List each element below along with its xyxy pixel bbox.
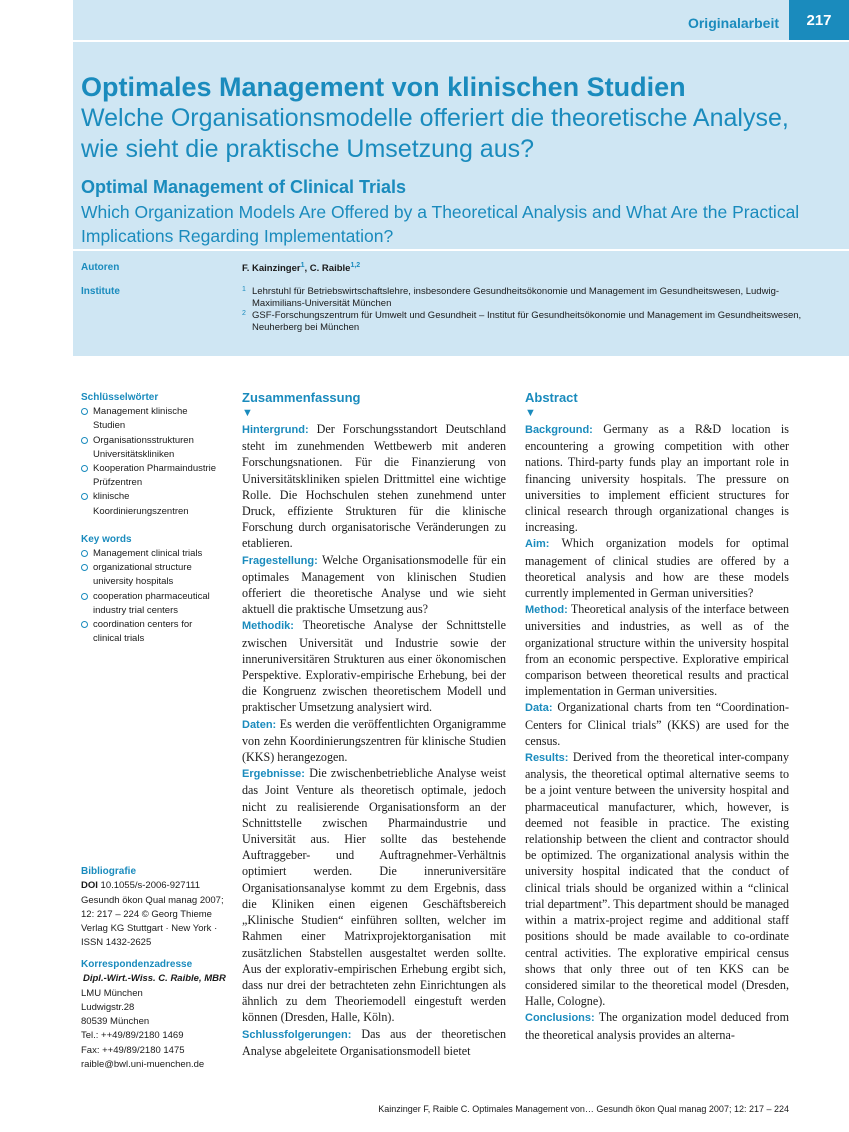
zusammenfassung-column <box>242 389 506 1059</box>
keywords-de-heading: Schlüsselwörter <box>81 392 159 403</box>
section-text: Das aus der theoretischen Analyse abgeleitete Organisationsmodell bietet <box>242 1026 506 1058</box>
section-keyword: Conclusions: <box>525 1012 595 1025</box>
abstract-paragraph <box>525 601 789 699</box>
section-keyword: Ergebnisse: <box>242 768 305 781</box>
bullet-circle-icon <box>81 465 88 472</box>
section-keyword: Background: <box>525 424 593 436</box>
institute-item <box>242 286 802 309</box>
keywords-de-list <box>81 405 221 519</box>
correspondence-email: raible@bwl.uni-muenchen.de <box>81 1059 205 1071</box>
sidebar <box>81 391 221 646</box>
triangle-down-icon: ▼ <box>242 407 253 419</box>
page-number: 217 <box>789 0 849 40</box>
keyword-text: Management klinische Studien <box>93 406 188 432</box>
doi-value: 10.1055/s-2006-927111 <box>100 880 201 892</box>
section-text: Der Forschungsstandort Deutschland steht im zunehmenden Wettbewerb mit anderen Forschungsnationen. Für die Finanzierung von Universitätskliniken spielen Drittmittel eine wichtige Rolle. Die Hochschulen stehen zunehmend unter Druck, effiziente Strukturen für die klinische Forschung durch organisatorische Veränderungen zu etablieren. <box>242 422 506 551</box>
abstract-paragraph <box>525 421 789 535</box>
keyword-item <box>81 561 221 589</box>
section-text: Die zwischenbetriebliche Analyse weist das Joint Venture als theoretisch optimale, jedoch nicht zu realisierende Organisationsform an der Schnittstelle zwischen Pharmaindustrie und Universität aus. Hier sollte das bestehende Auftraggeber- und Auftragnehmer-Verhältnis optimiert werden. Die inneruniversitäre Organisationsanalyse kommt zu dem Ergebnis, dass die Kliniken einen eigenen Geschäftsbereich „Klinische Studien“ einführen sollten, welcher im Rahmen einer Matrixprojektorganisation mit zusätzlichen Stabstellen ausgestaltet werden sollte. Aus der explorativ-empirischen Erhebung ergibt sich, dass nur drei der betrachteten zehn Einrichtungen als ähnlich zu dem Theoriemodell eingestuft werden können (Dresden, Halle, Köln). <box>242 766 506 1025</box>
header-divider <box>73 40 849 42</box>
correspondence-line: LMU München <box>81 987 143 999</box>
correspondence-line: Tel.: ++49/89/2180 1469 <box>81 1030 184 1042</box>
institute-item <box>242 310 802 333</box>
section-keyword: Method: <box>525 604 568 617</box>
title-german: Optimales Management von klinischen Studien <box>81 72 686 102</box>
correspondence-heading: Korrespondenzadresse <box>81 959 193 970</box>
section-text: Germany as a R&D location is encountering a growing competition with other nations. Third-party funds play an important role in financing university hospitals. The pressure on universities to implement efficient structures for clinical research through organizational changes is increasing. <box>525 422 789 535</box>
author-affiliation: 1 <box>300 262 305 269</box>
keyword-item <box>81 462 221 490</box>
zusammenfassung-heading: Zusammenfassung <box>242 390 361 405</box>
keyword-text: klinische Koordinierungszentren <box>93 491 189 517</box>
section-text: Welche Organisationsmodelle für ein optimales Management von klinischen Studien offeriert die theoretische Analyse und wie sieht aktuell die praktische Umsetzung aus? <box>242 552 506 617</box>
section-text: Es werden die veröffentlichten Organigramme von zehn Koordinierungszentren für klinische Studien (KKS) herangezogen. <box>242 716 506 765</box>
author-name: F. Kainzinger <box>242 263 301 275</box>
section-keyword: Schlussfolgerungen: <box>242 1028 352 1041</box>
bibliography-details: Gesundh ökon Qual manag 2007; 12: 217 – 224 © Georg Thieme Verlag KG Stuttgart · New York · ISSN 1432-2625 <box>81 894 224 949</box>
bullet-circle-icon <box>81 550 88 557</box>
keyword-text: Management clinical trials <box>93 548 203 560</box>
keyword-text: coordination centers for clinical trials <box>93 619 193 645</box>
correspondence-line: 80539 München <box>81 1016 150 1028</box>
author-affiliation: 1,2 <box>350 262 361 269</box>
section-text: Which organization models for optimal management of clinical studies are offered by a theoretical analysis and how are these models currently implemented in German universities? <box>525 536 789 601</box>
abstract-paragraph <box>242 617 506 715</box>
authors-label: Autoren <box>81 262 120 273</box>
abstract-paragraph <box>525 749 789 1009</box>
keyword-item <box>81 434 221 462</box>
institutes-label: Institute <box>81 286 120 297</box>
abstract-paragraph <box>242 765 506 1025</box>
section-keyword: Hintergrund: <box>242 424 309 436</box>
keyword-item <box>81 590 221 618</box>
bullet-circle-icon <box>81 493 88 500</box>
subtitle-german: Welche Organisationsmodelle offeriert die theoretische Analyse, wie sieht die praktische Umsetzung aus? <box>81 104 789 163</box>
section-text: Derived from the theoretical inter-company analysis, the theoretical optimal alternative seems to be a joint venture between the university hospital and pharmaceutical manufacturer, which, however, is deemed not feasible in practice. The existing relationship between the client and contractor should be optimized. The organizational analysis within the university hospital indicated that the conduct of clinical trials should be organized within a “clinical trial department”. This department should be managed within a matrix-project regime and additional staff positions should be made available to co-ordinate central activities. The explorative empirical census shows that only three out of ten KKS can be considered similar to the theoretical model (Dresden, Halle, Cologne). <box>525 750 790 1009</box>
subtitle-english: Which Organization Models Are Offered by a Theoretical Analysis and What Are the Practical Implications Regarding Implementation? <box>81 202 800 246</box>
bibliography-block <box>81 865 231 951</box>
section-keyword: Methodik: <box>242 620 294 633</box>
abstract-heading: Abstract <box>525 390 578 405</box>
section-text: Theoretical analysis of the interface between universities and industries, as well as of the organizational structure within the university hospital from an economic perspective. Explorative empirical comparison between theoretical results and practical implementation in German universities. <box>525 602 789 699</box>
section-keyword: Daten: <box>242 718 277 731</box>
keywords-en-heading: Key words <box>81 533 132 545</box>
keyword-item <box>81 547 221 561</box>
institute-text: Lehrstuhl für Betriebswirtschaftslehre, insbesondere Gesundheitsökonomie und Management im Gesundheitswesen, Ludwig-Maximilians-Universität München <box>252 286 780 309</box>
bibliography-text <box>81 879 231 950</box>
abstract-paragraph <box>242 421 506 552</box>
top-bar <box>73 0 849 40</box>
correspondence-block <box>81 958 231 1072</box>
keyword-text: organizational structure university hospitals <box>93 562 192 588</box>
institute-number: 1 <box>242 286 246 293</box>
author-name: C. Raible <box>309 263 351 275</box>
abstract-paragraph <box>242 716 506 766</box>
abstract-paragraph <box>525 535 789 601</box>
bullet-circle-icon <box>81 621 88 628</box>
bullet-circle-icon <box>81 564 88 571</box>
doi-label: DOI <box>81 880 98 892</box>
section-label: Originalarbeit <box>687 15 779 31</box>
section-keyword: Fragestellung: <box>242 554 318 567</box>
abstract-paragraph <box>525 1009 789 1042</box>
authors: F. Kainzinger$^1$, C. Raible$^{1,2}$ <box>242 262 361 275</box>
abstract-paragraph <box>242 552 506 618</box>
keyword-item <box>81 490 221 518</box>
institute-number: 2 <box>242 310 246 317</box>
section-keyword: Data: <box>525 702 553 715</box>
section-text: The organization model deduced from the theoretical analysis provides an alterna- <box>525 1010 789 1042</box>
keyword-text: Organisationsstrukturen Universitätskliniken <box>93 434 194 460</box>
keyword-text: cooperation pharmaceutical industry trial centers <box>93 590 210 616</box>
institute-text: GSF-Forschungszentrum für Umwelt und Gesundheit – Institut für Gesundheitsökonomie und Management im Gesundheitswesen, Neuherberg bei München <box>252 310 802 333</box>
correspondence-name: Dipl.-Wirt.-Wiss. C. Raible, MBR <box>83 973 226 985</box>
keywords-en-list <box>81 547 221 646</box>
institutes-list <box>242 286 802 334</box>
bullet-circle-icon <box>81 437 88 444</box>
correspondence-line: Fax: ++49/89/2180 1475 <box>81 1044 185 1056</box>
triangle-down-icon: ▼ <box>525 407 536 419</box>
section-text: Theoretische Analyse der Schnittstelle zwischen Universität und Industrie sowie der inneruniversitären Strukturen aus einer ökonomischen Perspektive. Explorativ-empirische Erhebung, bei der die Kongruenz zwischen theoretischem Modell und praktischer Umsetzung analysiert wird. <box>242 618 506 715</box>
keyword-item <box>81 405 221 433</box>
keyword-text: Kooperation Pharmaindustrie Prüfzentren <box>93 463 217 489</box>
section-text: Organizational charts from ten “Coordination-Centers for Clinical trials” (KKS) are used for the census. <box>525 700 789 748</box>
keyword-item <box>81 618 221 646</box>
section-keyword: Aim: <box>525 538 550 551</box>
abstract-paragraph <box>242 1026 506 1059</box>
abstract-column <box>525 389 789 1043</box>
correspondence-line: Ludwigstr.28 <box>81 1001 135 1013</box>
title-english: Optimal Management of Clinical Trials <box>81 177 407 197</box>
page-footer: Kainzinger F, Raible C. Optimales Management von… Gesundh ökon Qual manag 2007; 12: 217 – 224 <box>378 1104 789 1114</box>
title-divider <box>73 249 849 251</box>
bullet-circle-icon <box>81 593 88 600</box>
bullet-circle-icon <box>81 408 88 415</box>
abstract-paragraph <box>525 699 789 749</box>
section-keyword: Results: <box>525 752 569 765</box>
bibliography-heading: Bibliografie <box>81 866 137 877</box>
